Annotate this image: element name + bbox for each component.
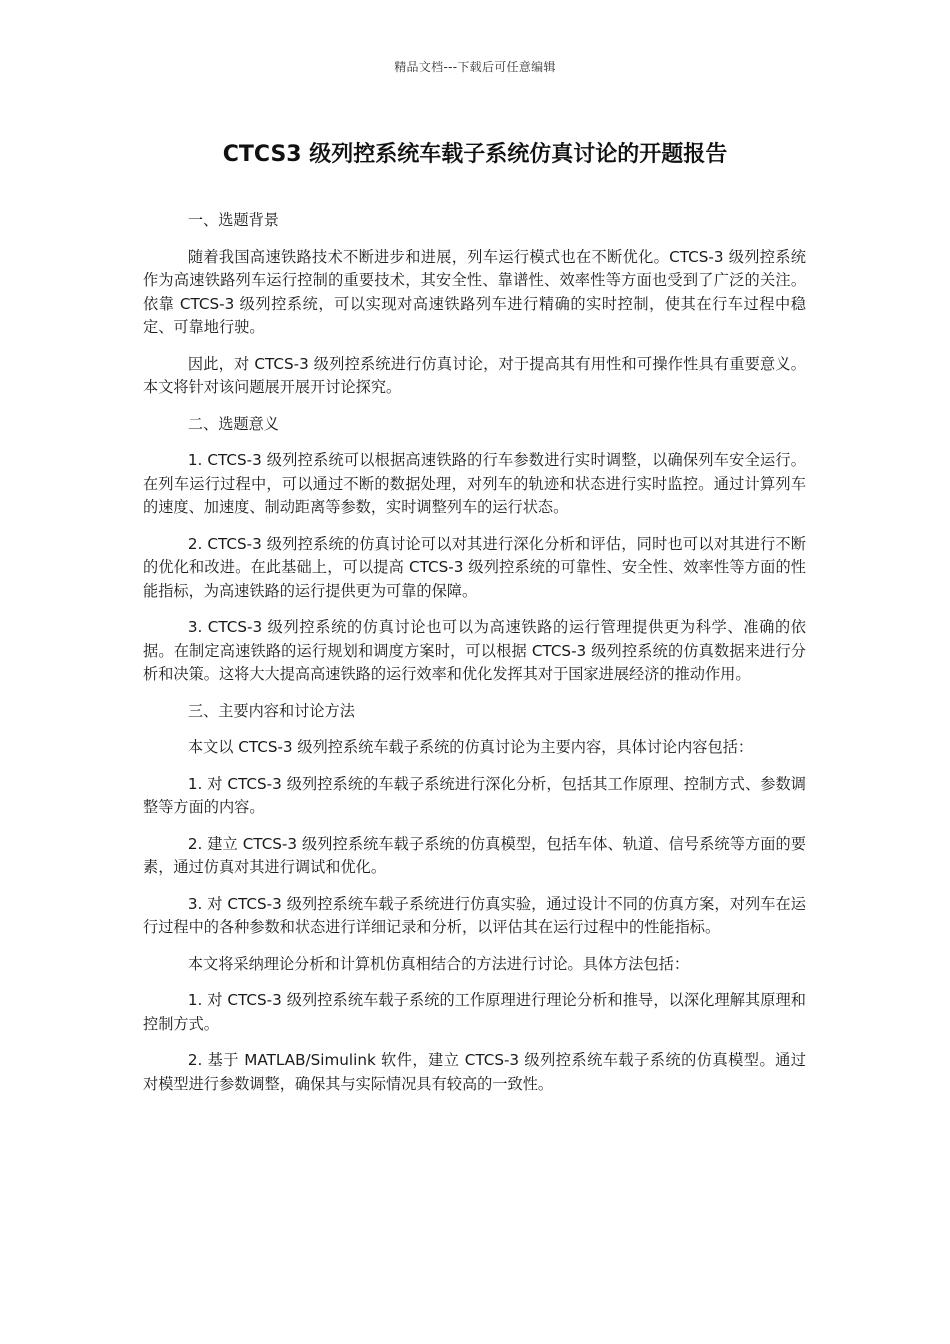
document-title: CTCS3 级列控系统车载子系统仿真讨论的开题报告: [222, 142, 728, 167]
paragraph: 3. CTCS-3 级列控系统的仿真讨论也可以为高速铁路的运行管理提供更为科学、准确的依据。在制定高速铁路的运行规划和调度方案时，可以根据 CTCS-3 级列控系统的仿真数据来进行分析和决策。这将大大提高高速铁路的运行效率和优化发挥其对于国家进展经济的推动作用。: [143, 618, 806, 683]
paragraph: 1. 对 CTCS-3 级列控系统车载子系统的工作原理进行理论分析和推导，以深化理解其原理和控制方式。: [143, 991, 806, 1033]
page-header: 精品文档---下载后可任意编辑: [394, 60, 556, 74]
paragraph: 1. CTCS-3 级列控系统可以根据高速铁路的行车参数进行实时调整，以确保列车安全运行。在列车运行过程中，可以通过不断的数据处理，对列车的轨迹和状态进行实时监控。通过计算列车的速度、加速度、制动距离等参数，实时调整列车的运行状态。: [143, 451, 806, 516]
paragraph: 2. 建立 CTCS-3 级列控系统车载子系统的仿真模型，包括车体、轨道、信号系统等方面的要素，通过仿真对其进行调试和优化。: [143, 834, 806, 876]
section-heading-background: 一、选题背景: [187, 211, 279, 229]
section-heading-significance: 二、选题意义: [187, 414, 279, 433]
paragraph: 随着我国高速铁路技术不断进步和进展，列车运行模式也在不断优化。CTCS-3 级列控系统作为高速铁路列车运行控制的重要技术，其安全性、靠谱性、效率性等方面也受到了广泛的关注。依靠 CTCS-3 级列控系统，可以实现对高速铁路列车进行精确的实时控制，使其在行车过程中稳定、可靠地行驶。: [143, 247, 806, 336]
paragraph: 本文以 CTCS-3 级列控系统车载子系统的仿真讨论为主要内容，具体讨论内容包括：: [187, 738, 754, 756]
section-heading-content-methods: 三、主要内容和讨论方法: [187, 701, 355, 720]
paragraph: 2. CTCS-3 级列控系统的仿真讨论可以对其进行深化分析和评估，同时也可以对其进行不断的优化和改进。在此基础上，可以提高 CTCS-3 级列控系统的可靠性、安全性、效率性等方面的性能指标，为高速铁路的运行提供更为可靠的保障。: [143, 534, 806, 600]
paragraph: 因此，对 CTCS-3 级列控系统进行仿真讨论，对于提高其有用性和可操作性具有重要意义。本文将针对该问题展开展开讨论探究。: [143, 354, 806, 396]
document-body: [143, 209, 806, 1109]
paragraph: 1. 对 CTCS-3 级列控系统的车载子系统进行深化分析，包括其工作原理、控制方式、参数调整等方面的内容。: [143, 774, 806, 816]
paragraph: 3. 对 CTCS-3 级列控系统车载子系统进行仿真实验，通过设计不同的仿真方案，对列车在运行过程中的各种参数和状态进行详细记录和分析，以评估其在运行过程中的性能指标。: [143, 894, 806, 936]
paragraph: 本文将采纳理论分析和计算机仿真相结合的方法进行讨论。具体方法包括：: [187, 954, 690, 973]
paragraph: 2. 基于 MATLAB/Simulink 软件，建立 CTCS-3 级列控系统车载子系统的仿真模型。通过对模型进行参数调整，确保其与实际情况具有较高的一致性。: [143, 1051, 806, 1093]
